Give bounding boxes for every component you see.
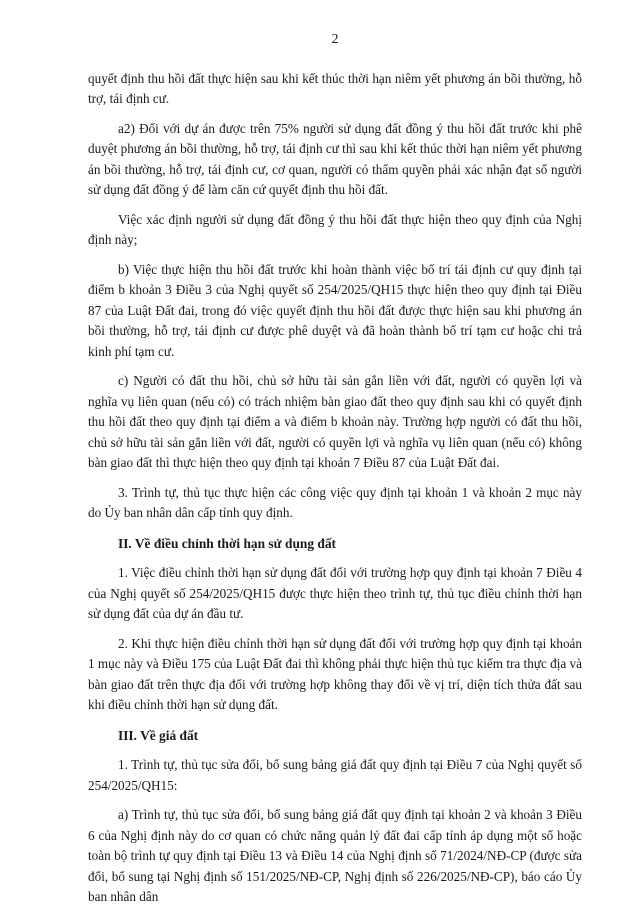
section-heading-ii: II. Về điều chỉnh thời hạn sử dụng đất bbox=[118, 535, 337, 551]
paragraph-iii-1a: a) Trình tự, thủ tục sửa đổi, bổ sung bảng giá đất quy định tại khoản 2 và khoản 3 Điều 6 của Nghị định này do cơ quan có chức năng quản lý đất đai cấp tỉnh áp dụng một số hoặc toàn bộ trình tự quy định tại Điều 13 và Điều 14 của Nghị định số 71/2024/NĐ-CP (được sửa đổi, bổ sung tại Nghị định số 151/2025/NĐ-CP, Nghị định số 226/2025/NĐ-CP), báo cáo Ủy ban nhân dân bbox=[88, 807, 582, 904]
page-number: 2 bbox=[331, 32, 339, 47]
paragraph-a2: a2) Đối với dự án được trên 75% người sử dụng đất đồng ý thu hồi đất trước khi phê duyệt phương án bồi thường, hỗ trợ, tái định cư thì sau khi kết thúc thời hạn niêm yết phương án bồi thường, hỗ trợ, tái định cư, cơ quan, người có thẩm quyền phải xác nhận đạt số người sử dụng đất đồng ý để làm căn cứ quyết định thu hồi đất. bbox=[88, 120, 582, 197]
paragraph-ii-2: 2. Khi thực hiện điều chỉnh thời hạn sử dụng đất đối với trường hợp quy định tại khoản 1 mục này và Điều 175 của Luật Đất đai thì không phải thực hiện thủ tục kiểm tra thực địa và bàn giao đất trên thực địa đối với trường hợp không thay đổi về vị trí, diện tích thửa đất sau khi điều chỉnh thời hạn sử dụng đất. bbox=[88, 635, 582, 712]
paragraph-item-3: 3. Trình tự, thủ tục thực hiện các công việc quy định tại khoản 1 và khoản 2 mục này do Ủy ban nhân dân cấp tỉnh quy định. bbox=[88, 484, 582, 520]
document-page bbox=[88, 30, 582, 917]
paragraph-c: c) Người có đất thu hồi, chủ sở hữu tài sản gắn liền với đất, người có quyền lợi và nghĩa vụ liên quan (nếu có) có trách nhiệm bàn giao đất theo quy định sau khi có quyết định thu hồi đất theo quy định tại điểm a và điểm b khoản này. Trường hợp người có đất thu hồi, chủ sở hữu tài sản gắn liền với đất, người có quyền lợi và nghĩa vụ liên quan (nếu có) không bàn giao đất thì thực hiện theo quy định tại khoản 7 Điều 87 của Luật Đất đai. bbox=[88, 373, 582, 470]
paragraph-ii-1: 1. Việc điều chỉnh thời hạn sử dụng đất đối với trường hợp quy định tại khoản 7 Điều 4 của Nghị quyết số 254/2025/QH15 được thực hiện theo trình tự, thủ tục điều chỉnh thời hạn sử dụng đất của dự án đầu tư. bbox=[88, 565, 582, 621]
paragraph-iii-1: 1. Trình tự, thủ tục sửa đổi, bổ sung bảng giá đất quy định tại Điều 7 của Nghị quyết số 254/2025/QH15: bbox=[88, 757, 582, 793]
paragraph-b: b) Việc thực hiện thu hồi đất trước khi hoàn thành việc bố trí tái định cư quy định tại điểm b khoản 3 Điều 3 của Nghị quyết số 254/2025/QH15 thực hiện theo quy định tại Điều 87 của Luật Đất đai, trong đó việc quyết định thu hồi đất được thực hiện sau khi phương án bồi thường, hỗ trợ, tái định cư được phê duyệt và đã hoàn thành bố trí tạm cư hoặc chi trả kinh phí tạm cư. bbox=[88, 261, 582, 359]
paragraph-consent-determination: Việc xác định người sử dụng đất đồng ý thu hồi đất thực hiện theo quy định của Nghị định này; bbox=[88, 211, 582, 247]
paragraph-continuation: quyết định thu hồi đất thực hiện sau khi kết thúc thời hạn niêm yết phương án bồi thường, hỗ trợ, tái định cư. bbox=[88, 70, 582, 106]
section-heading-iii: III. Về giá đất bbox=[118, 727, 199, 743]
